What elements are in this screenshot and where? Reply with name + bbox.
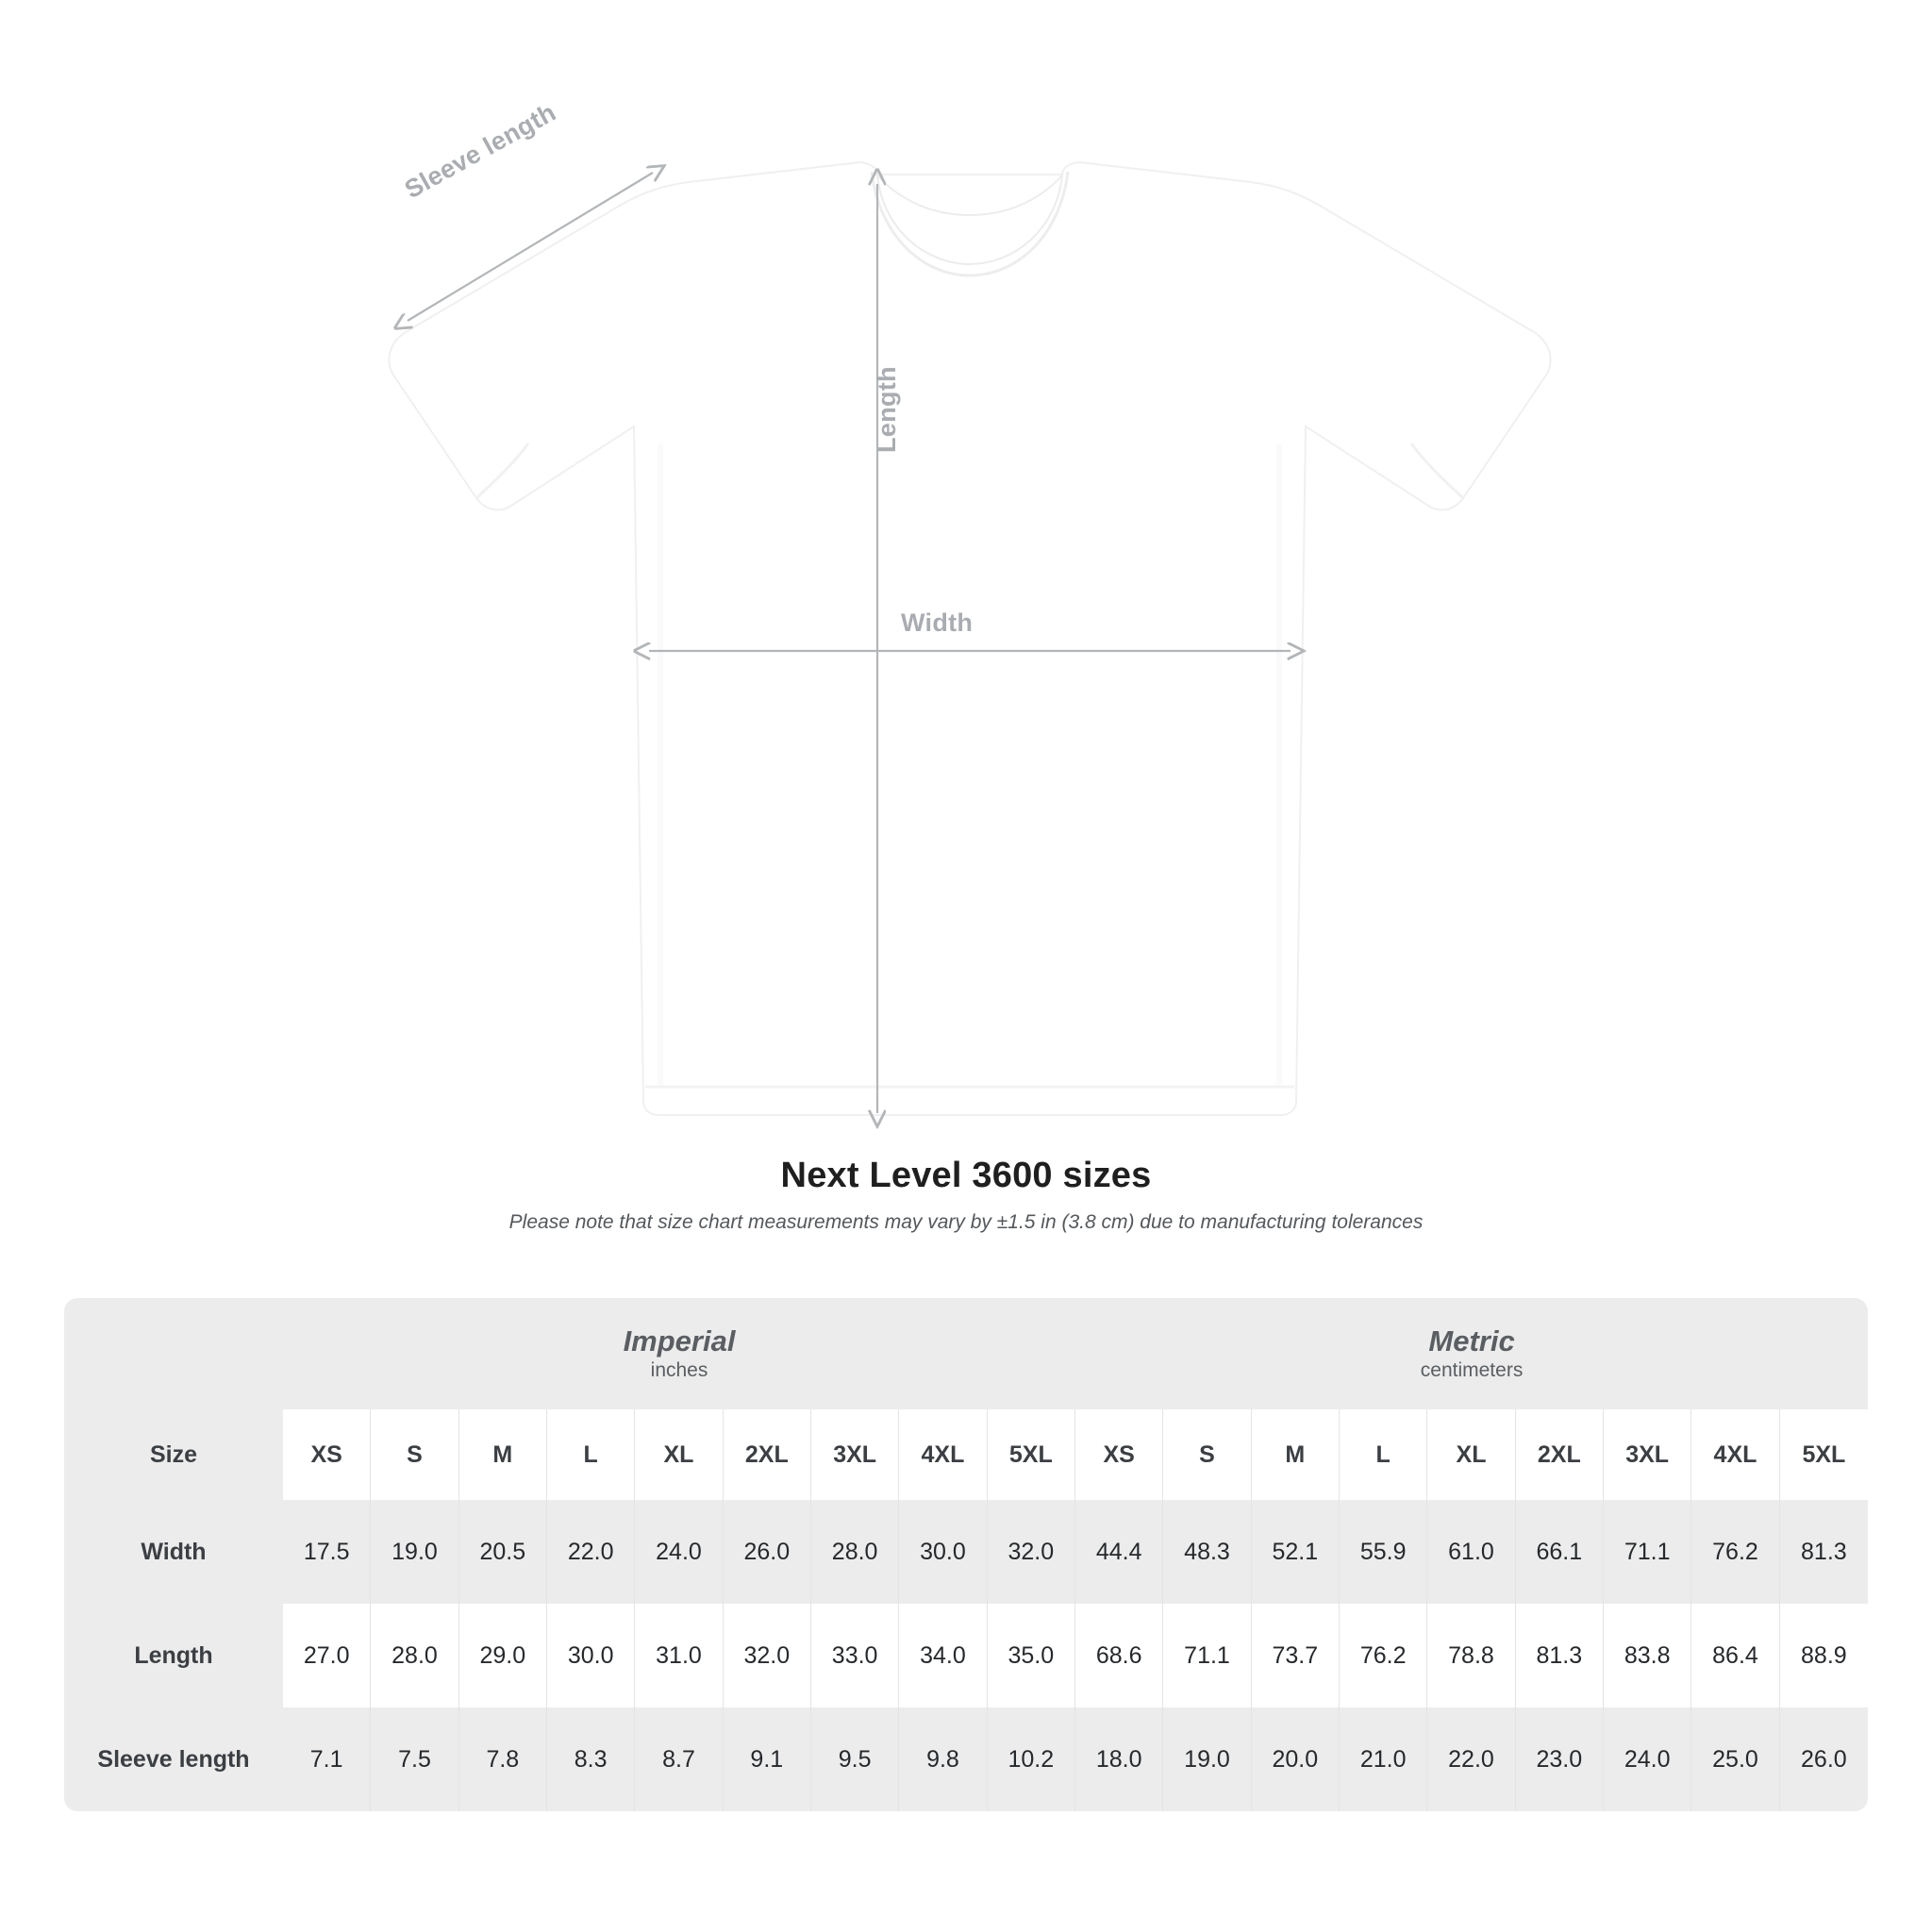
cell-length-imperial-l: 30.0 (547, 1604, 635, 1707)
cell-width-metric-xl: 61.0 (1427, 1500, 1515, 1604)
col-header-imperial-m: M (459, 1409, 547, 1500)
col-header-imperial-5xl: 5XL (988, 1409, 1075, 1500)
cell-length-imperial-m: 29.0 (459, 1604, 547, 1707)
cell-length-metric-4xl: 86.4 (1691, 1604, 1779, 1707)
page-title: Next Level 3600 sizes (780, 1156, 1152, 1195)
cell-width-imperial-l: 22.0 (547, 1500, 635, 1604)
cell-width-imperial-4xl: 30.0 (899, 1500, 987, 1604)
unit-imperial-name: Imperial (623, 1324, 736, 1357)
cell-width-metric-s: 48.3 (1163, 1500, 1251, 1604)
cell-length-metric-s: 71.1 (1163, 1604, 1251, 1707)
unit-header-spacer (64, 1298, 283, 1409)
cell-length-imperial-xs: 27.0 (283, 1604, 371, 1707)
cell-sleeve-metric-2xl: 23.0 (1516, 1707, 1604, 1811)
cell-width-imperial-xl: 24.0 (635, 1500, 723, 1604)
col-header-imperial-xs: XS (283, 1409, 371, 1500)
cell-width-imperial-3xl: 28.0 (811, 1500, 899, 1604)
page-subtitle: Please note that size chart measurements may vary by ±1.5 in (3.8 cm) due to manufacturing tolerances (508, 1211, 1424, 1233)
cell-sleeve-metric-xl: 22.0 (1427, 1707, 1515, 1811)
col-header-metric-5xl: 5XL (1780, 1409, 1868, 1500)
cell-sleeve-imperial-m: 7.8 (459, 1707, 547, 1811)
col-header-imperial-l: L (547, 1409, 635, 1500)
cell-width-imperial-2xl: 26.0 (724, 1500, 811, 1604)
col-header-metric-s: S (1163, 1409, 1251, 1500)
col-header-imperial-xl: XL (635, 1409, 723, 1500)
cell-length-metric-xl: 78.8 (1427, 1604, 1515, 1707)
title-block (0, 1156, 1932, 1234)
cell-width-metric-4xl: 76.2 (1691, 1500, 1779, 1604)
cell-width-metric-3xl: 71.1 (1604, 1500, 1691, 1604)
row-label-length: Length (64, 1604, 283, 1707)
unit-metric-sub: centimeters (1420, 1359, 1524, 1382)
cell-sleeve-imperial-3xl: 9.5 (811, 1707, 899, 1811)
unit-imperial-sub: inches (650, 1359, 708, 1382)
length-label: Length (873, 366, 901, 453)
cell-sleeve-imperial-2xl: 9.1 (724, 1707, 811, 1811)
size-header-label: Size (64, 1409, 283, 1500)
col-header-metric-2xl: 2XL (1516, 1409, 1604, 1500)
cell-sleeve-imperial-l: 8.3 (547, 1707, 635, 1811)
cell-length-metric-2xl: 81.3 (1516, 1604, 1604, 1707)
table-row-width (64, 1500, 1868, 1604)
col-header-imperial-3xl: 3XL (811, 1409, 899, 1500)
cell-sleeve-metric-l: 21.0 (1340, 1707, 1427, 1811)
cell-sleeve-metric-3xl: 24.0 (1604, 1707, 1691, 1811)
tshirt-shape (389, 162, 1550, 1115)
cell-width-metric-5xl: 81.3 (1780, 1500, 1868, 1604)
cell-sleeve-imperial-xl: 8.7 (635, 1707, 723, 1811)
cell-sleeve-imperial-4xl: 9.8 (899, 1707, 987, 1811)
cell-sleeve-metric-s: 19.0 (1163, 1707, 1251, 1811)
col-header-metric-3xl: 3XL (1604, 1409, 1691, 1500)
unit-metric-name: Metric (1428, 1324, 1515, 1357)
row-label-width: Width (64, 1500, 283, 1604)
row-label-sleeve-length: Sleeve length (64, 1707, 283, 1811)
cell-width-metric-xs: 44.4 (1075, 1500, 1163, 1604)
size-table (64, 1298, 1868, 1811)
cell-length-imperial-2xl: 32.0 (724, 1604, 811, 1707)
cell-sleeve-metric-4xl: 25.0 (1691, 1707, 1779, 1811)
unit-header-metric (1075, 1298, 1868, 1409)
col-header-imperial-2xl: 2XL (724, 1409, 811, 1500)
table-row-length (64, 1604, 1868, 1707)
cell-width-metric-m: 52.1 (1252, 1500, 1340, 1604)
col-header-metric-xs: XS (1075, 1409, 1163, 1500)
size-header-row (64, 1409, 1868, 1500)
cell-sleeve-imperial-5xl: 10.2 (988, 1707, 1075, 1811)
cell-length-imperial-s: 28.0 (371, 1604, 458, 1707)
cell-length-imperial-4xl: 34.0 (899, 1604, 987, 1707)
cell-width-imperial-m: 20.5 (459, 1500, 547, 1604)
cell-length-metric-5xl: 88.9 (1780, 1604, 1868, 1707)
cell-width-imperial-s: 19.0 (371, 1500, 458, 1604)
unit-header-imperial (283, 1298, 1075, 1409)
cell-length-imperial-xl: 31.0 (635, 1604, 723, 1707)
cell-width-metric-2xl: 66.1 (1516, 1500, 1604, 1604)
col-header-metric-m: M (1252, 1409, 1340, 1500)
cell-sleeve-metric-xs: 18.0 (1075, 1707, 1163, 1811)
table-row-sleeve-length (64, 1707, 1868, 1811)
size-table-wrap (64, 1298, 1868, 1811)
cell-length-metric-l: 76.2 (1340, 1604, 1427, 1707)
cell-length-metric-m: 73.7 (1252, 1604, 1340, 1707)
col-header-metric-xl: XL (1427, 1409, 1515, 1500)
cell-width-metric-l: 55.9 (1340, 1500, 1427, 1604)
cell-sleeve-imperial-xs: 7.1 (283, 1707, 371, 1811)
cell-sleeve-imperial-s: 7.5 (371, 1707, 458, 1811)
cell-width-imperial-5xl: 32.0 (988, 1500, 1075, 1604)
cell-sleeve-metric-m: 20.0 (1252, 1707, 1340, 1811)
cell-width-imperial-xs: 17.5 (283, 1500, 371, 1604)
cell-length-metric-3xl: 83.8 (1604, 1604, 1691, 1707)
sleeve-length-label: Sleeve length (400, 97, 561, 205)
cell-length-imperial-3xl: 33.0 (811, 1604, 899, 1707)
width-label: Width (901, 608, 974, 637)
cell-length-metric-xs: 68.6 (1075, 1604, 1163, 1707)
col-header-metric-4xl: 4XL (1691, 1409, 1779, 1500)
col-header-imperial-s: S (371, 1409, 458, 1500)
unit-header-row (64, 1298, 1868, 1409)
col-header-imperial-4xl: 4XL (899, 1409, 987, 1500)
cell-length-imperial-5xl: 35.0 (988, 1604, 1075, 1707)
col-header-metric-l: L (1340, 1409, 1427, 1500)
cell-sleeve-metric-5xl: 26.0 (1780, 1707, 1868, 1811)
